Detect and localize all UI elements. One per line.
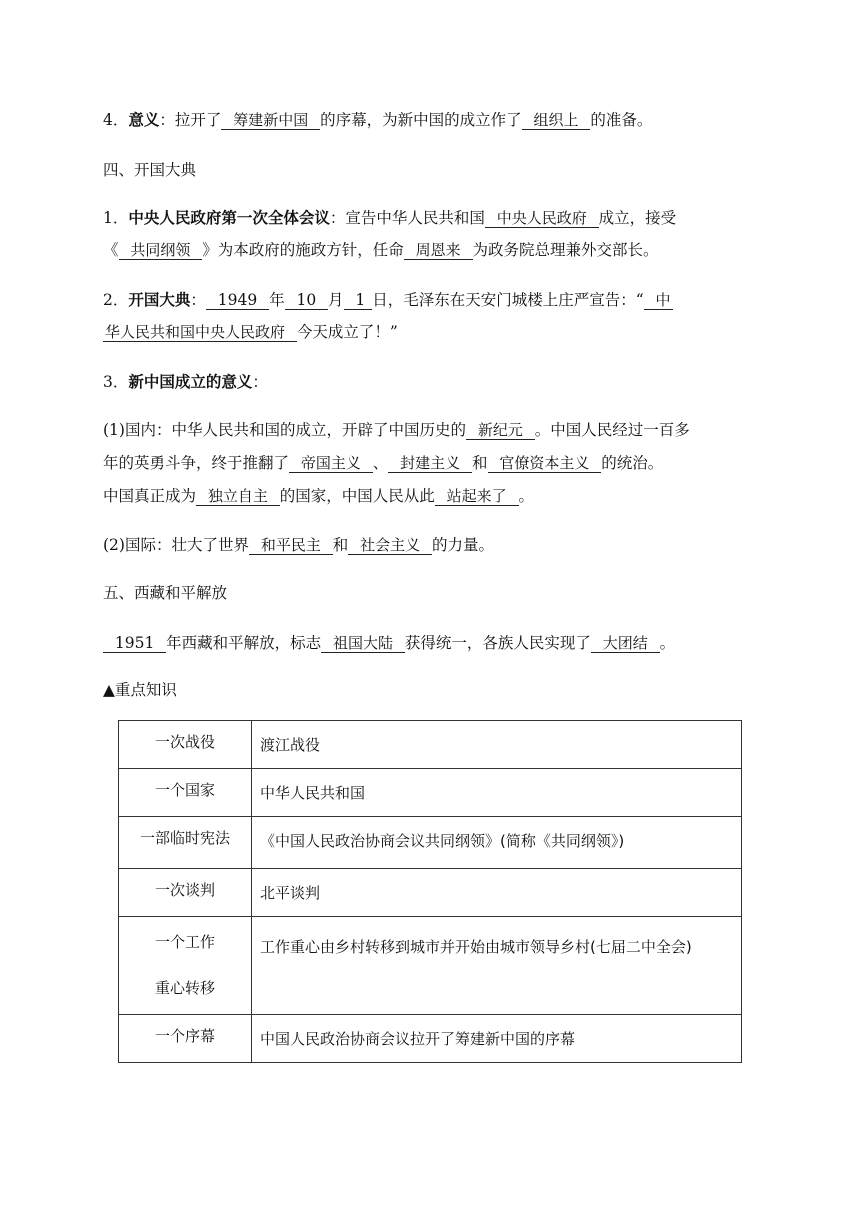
text: (2)国际：壮大了世界 xyxy=(103,536,249,554)
fill-blank xyxy=(488,454,602,473)
item-2-line-2 xyxy=(103,322,763,342)
table-key: 一次谈判 xyxy=(119,869,252,917)
domestic-line-1 xyxy=(103,420,763,440)
text: 中国真正成为 xyxy=(103,487,197,505)
answer: 筹建新中国 xyxy=(233,111,309,129)
significance-line xyxy=(103,110,763,130)
fill-blank xyxy=(466,421,535,440)
fill-blank xyxy=(404,241,473,260)
fill-blank xyxy=(119,241,203,260)
fill-blank xyxy=(321,634,405,653)
fill-blank xyxy=(221,111,320,130)
fill-blank xyxy=(388,454,472,473)
answer: 和平民主 xyxy=(260,536,321,554)
text: 年西藏和平解放，标志 xyxy=(166,634,322,652)
text: 的统治。 xyxy=(601,454,664,472)
fill-blank xyxy=(103,634,166,653)
answer: 10 xyxy=(296,291,317,309)
text: 。 xyxy=(518,487,535,505)
fill-blank xyxy=(644,291,673,310)
fill-blank xyxy=(348,536,432,555)
fill-blank xyxy=(591,634,660,653)
table-value: 中国人民政治协商会议拉开了筹建新中国的序幕 xyxy=(252,1015,742,1063)
fill-blank xyxy=(344,291,373,310)
text: 。中国人民经过一百多 xyxy=(534,421,690,439)
answer: 周恩来 xyxy=(415,241,461,259)
answer: 1 xyxy=(355,291,366,309)
item-label: 意义 xyxy=(128,110,160,129)
text: 年 xyxy=(269,291,285,309)
answer: 中央人民政府 xyxy=(496,209,587,227)
table-value: 工作重心由乡村转移到城市并开始由城市领导乡村(七届二中全会) xyxy=(252,917,742,1015)
text: 今天成立了！” xyxy=(296,323,398,341)
section-heading-ceremony: 四、开国大典 xyxy=(103,161,197,179)
domestic-line-3 xyxy=(103,486,763,506)
table-key xyxy=(119,917,252,1015)
item-label: 中央人民政府第一次全体会议 xyxy=(128,208,330,227)
answer: 站起来了 xyxy=(446,487,507,505)
table-value: 北平谈判 xyxy=(252,869,742,917)
item-number: 4． xyxy=(103,111,129,129)
table-key-line: 一个工作 xyxy=(154,933,215,951)
answer: 1949 xyxy=(217,291,258,309)
fill-blank xyxy=(289,454,373,473)
table-value: 中华人民共和国 xyxy=(252,769,742,817)
text: 的序幕，为新中国的成立作了 xyxy=(320,111,522,129)
answer: 封建主义 xyxy=(400,454,461,472)
item-number: 3． xyxy=(103,373,129,391)
text: 、 xyxy=(372,454,389,472)
key-knowledge-table xyxy=(118,720,742,1063)
text: 获得统一，各族人民实现了 xyxy=(404,634,591,652)
answer: 共同纲领 xyxy=(130,241,191,259)
text: 的准备。 xyxy=(590,111,653,129)
table-row xyxy=(119,917,742,1015)
text: 日，毛泽东在天安门城楼上庄严宣告：“ xyxy=(372,291,644,309)
item-label: 开国大典 xyxy=(128,290,191,309)
text: 的力量。 xyxy=(431,536,494,554)
item-3-heading xyxy=(103,372,763,392)
item-1-line-2 xyxy=(103,240,763,260)
text: ： xyxy=(190,291,206,309)
domestic-line-2 xyxy=(103,453,763,473)
answer: 新纪元 xyxy=(477,421,523,439)
table-row xyxy=(119,721,742,769)
table-value: 渡江战役 xyxy=(252,721,742,769)
item-label: 新中国成立的意义 xyxy=(128,372,253,391)
table-value: 《中国人民政治协商会议共同纲领》(简称《共同纲领》) xyxy=(252,817,742,869)
item-number: 2． xyxy=(103,291,129,309)
table-key: 一个国家 xyxy=(119,769,252,817)
answer: 祖国大陆 xyxy=(333,634,394,652)
tibet-line xyxy=(103,633,763,653)
fill-blank xyxy=(249,536,333,555)
text: 为政务院总理兼外交部长。 xyxy=(472,241,659,259)
table-row xyxy=(119,817,742,869)
text: 的国家，中国人民从此 xyxy=(279,487,435,505)
table-key-line: 重心转移 xyxy=(154,979,215,997)
item-1-line-1 xyxy=(103,208,763,228)
answer: 1951 xyxy=(114,634,155,652)
answer: 组织上 xyxy=(533,111,579,129)
answer: 中 xyxy=(655,291,671,309)
fill-blank xyxy=(485,209,599,228)
item-number: 1． xyxy=(103,209,129,227)
text: 《 xyxy=(103,241,119,259)
answer: 社会主义 xyxy=(360,536,421,554)
fill-blank xyxy=(206,291,269,310)
answer: 华人民共和国中央人民政府 xyxy=(105,323,286,341)
fill-blank xyxy=(285,291,328,310)
answer: 独立自主 xyxy=(207,487,268,505)
fill-blank xyxy=(435,487,519,506)
item-2-line-1 xyxy=(103,290,763,310)
text: 和 xyxy=(332,536,349,554)
answer: 大团结 xyxy=(602,634,648,652)
text: ：宣告中华人民共和国 xyxy=(329,209,485,227)
table-row xyxy=(119,869,742,917)
answer: 官僚资本主义 xyxy=(499,454,590,472)
table-key: 一部临时宪法 xyxy=(119,817,252,869)
table-key: 一次战役 xyxy=(119,721,252,769)
table-key: 一个序幕 xyxy=(119,1015,252,1063)
text: ： xyxy=(252,373,268,391)
table-row xyxy=(119,769,742,817)
key-knowledge-title: ▲重点知识 xyxy=(103,681,177,699)
table-row xyxy=(119,1015,742,1063)
text: 。 xyxy=(659,634,676,652)
text: 月 xyxy=(328,291,344,309)
international-line xyxy=(103,535,763,555)
text: ：拉开了 xyxy=(159,111,222,129)
text: 年的英勇斗争，终于推翻了 xyxy=(103,454,290,472)
fill-blank xyxy=(522,111,591,130)
text: 》为本政府的施政方针，任命 xyxy=(202,241,404,259)
text: 和 xyxy=(472,454,488,472)
fill-blank xyxy=(196,487,280,506)
text: 成立，接受 xyxy=(598,209,677,227)
section-heading-tibet: 五、西藏和平解放 xyxy=(103,584,228,602)
fill-blank xyxy=(103,323,297,342)
text: (1)国内：中华人民共和国的成立，开辟了中国历史的 xyxy=(103,421,466,439)
answer: 帝国主义 xyxy=(300,454,361,472)
